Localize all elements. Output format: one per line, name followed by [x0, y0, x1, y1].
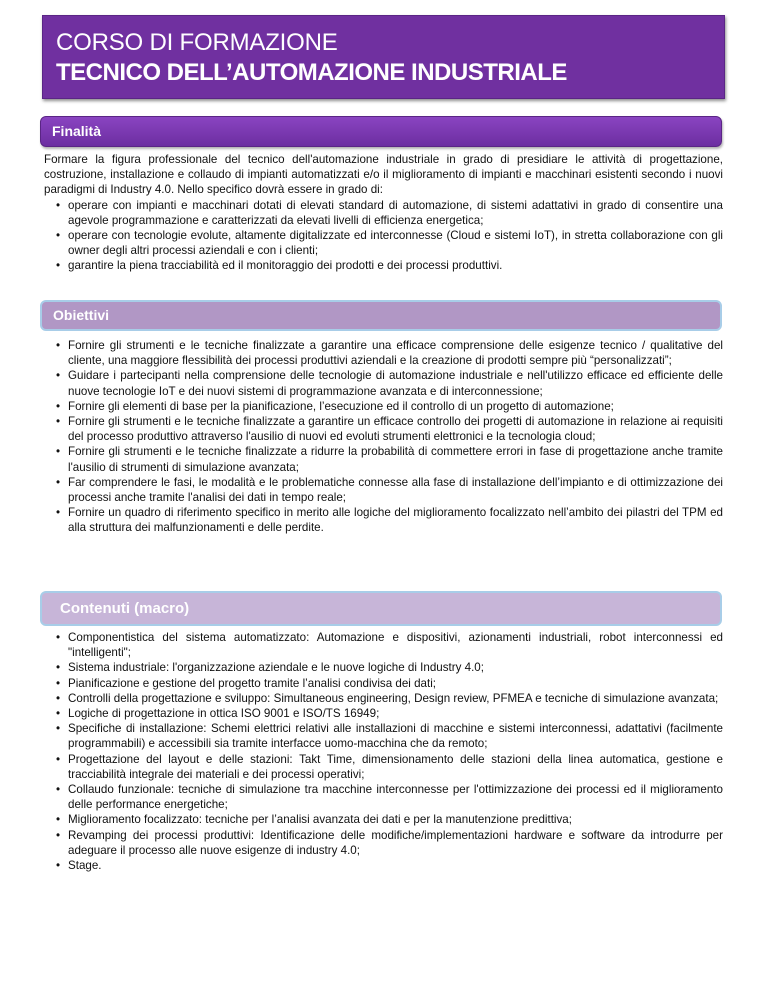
course-title-line1: CORSO DI FORMAZIONE — [56, 29, 338, 56]
list-item: • operare con impianti e macchinari dotati di elevati standard di automazione, di sistemi adattativi in grado di consentire una agevole programmazione e caratterizzati da elevati livelli di efficienza energetica; — [44, 198, 723, 228]
finalita-section — [44, 152, 723, 274]
list-item: • Far comprendere le fasi, le modalità e le problematiche connesse alla fase di installazione dell’impianto e di ottimizzazione dei processi anche tramite l'analisi dei dati in tempo reale; — [44, 475, 723, 505]
obiettivi-list — [44, 338, 723, 536]
contenuti-heading: Contenuti (macro) — [40, 591, 722, 626]
obiettivi-section — [44, 338, 723, 536]
list-item: • operare con tecnologie evolute, altamente digitalizzate ed interconnesse (Cloud e sistemi IoT), in stretta collaborazione con gli owner degli altri processi aziendali e con i clienti; — [44, 228, 723, 258]
contenuti-section — [44, 630, 723, 873]
course-title-banner — [42, 15, 725, 99]
list-item: • Sistema industriale: l'organizzazione aziendale e le nuove logiche di Industry 4.0; — [44, 660, 723, 675]
list-item: • Logiche di progettazione in ottica ISO 9001 e ISO/TS 16949; — [44, 706, 723, 721]
list-item: • Componentistica del sistema automatizzato: Automazione e dispositivi, azionamenti industriali, robot interconnessi ed "intelligenti"; — [44, 630, 723, 660]
obiettivi-heading: Obiettivi — [40, 300, 722, 331]
list-item: • Stage. — [44, 858, 723, 873]
list-item: • Fornire gli elementi di base per la pianificazione, l’esecuzione ed il controllo di un progetto di automazione; — [44, 399, 723, 414]
finalita-list — [44, 198, 723, 274]
list-item: • Controlli della progettazione e sviluppo: Simultaneous engineering, Design review, PFMEA e tecniche di simulazione avanzata; — [44, 691, 723, 706]
list-item: • Fornire gli strumenti e le tecniche finalizzate a garantire un efficace controllo dei progetti di automazione in relazione ai requisiti del processo produttivo attraverso l'ausilio di nuovi ed evoluti strumenti elettronici e la tecnologia cloud; — [44, 414, 723, 444]
list-item: • Specifiche di installazione: Schemi elettrici relativi alle installazioni di macchine e sistemi interconnessi, adattativi (facilmente programmabili) e accessibili sia tramite interfacce uomo-macchina che da remoto; — [44, 721, 723, 751]
list-item: • Collaudo funzionale: tecniche di simulazione tra macchine interconnesse per l'ottimizzazione dei processi ed il miglioramento delle performance energetiche; — [44, 782, 723, 812]
list-item: • Fornire un quadro di riferimento specifico in merito alle logiche del miglioramento focalizzato nell’ambito dei pilastri del TPM ed alla struttura dei malfunzionamenti e delle perdite. — [44, 505, 723, 535]
course-title-line2: TECNICO DELL’AUTOMAZIONE INDUSTRIALE — [56, 59, 567, 86]
list-item: • Guidare i partecipanti nella comprensione delle tecnologie di automazione industriale e nell'utilizzo efficace ed efficiente delle nuove tecnologie IoT e dei nuovi sistemi di programmazione avanzata e di interconnessione; — [44, 368, 723, 398]
finalita-intro: Formare la figura professionale del tecnico dell'automazione industriale in grado di presidiare le attività di progettazione, costruzione, installazione e collaudo di impianti automatizzati e/o il miglioramento di impianti e macchinari esistenti secondo i nuovi paradigmi di Industry 4.0. Nello specifico dovrà essere in grado di: — [44, 153, 723, 197]
list-item: • Fornire gli strumenti e le tecniche finalizzate a garantire una efficace comprensione delle esigenze tecnico / qualitative del cliente, una maggiore flessibilità dei processi produttivi aziendali e la creazione di prodotti sempre più “personalizzati”; — [44, 338, 723, 368]
contenuti-list — [44, 630, 723, 873]
list-item: • garantire la piena tracciabilità ed il monitoraggio dei prodotti e dei processi produttivi. — [44, 258, 723, 273]
list-item: • Revamping dei processi produttivi: Identificazione delle modifiche/implementazioni hardware e software da introdurre per adeguare il processo alle nuove esigenze di industry 4.0; — [44, 828, 723, 858]
list-item: • Miglioramento focalizzato: tecniche per l’analisi avanzata dei dati e per la manutenzione predittiva; — [44, 812, 723, 827]
list-item: • Progettazione del layout e delle stazioni: Takt Time, dimensionamento delle stazioni della linea automatica, gestione e tracciabilità integrale dei materiali e dei processi operativi; — [44, 752, 723, 782]
list-item: • Fornire gli strumenti e le tecniche finalizzate a ridurre la probabilità di commettere errori in fase di progettazione anche tramite l'ausilio di strumenti di simulazione avanzata; — [44, 444, 723, 474]
finalita-heading: Finalità — [40, 116, 722, 147]
list-item: • Pianificazione e gestione del progetto tramite l’analisi condivisa dei dati; — [44, 676, 723, 691]
